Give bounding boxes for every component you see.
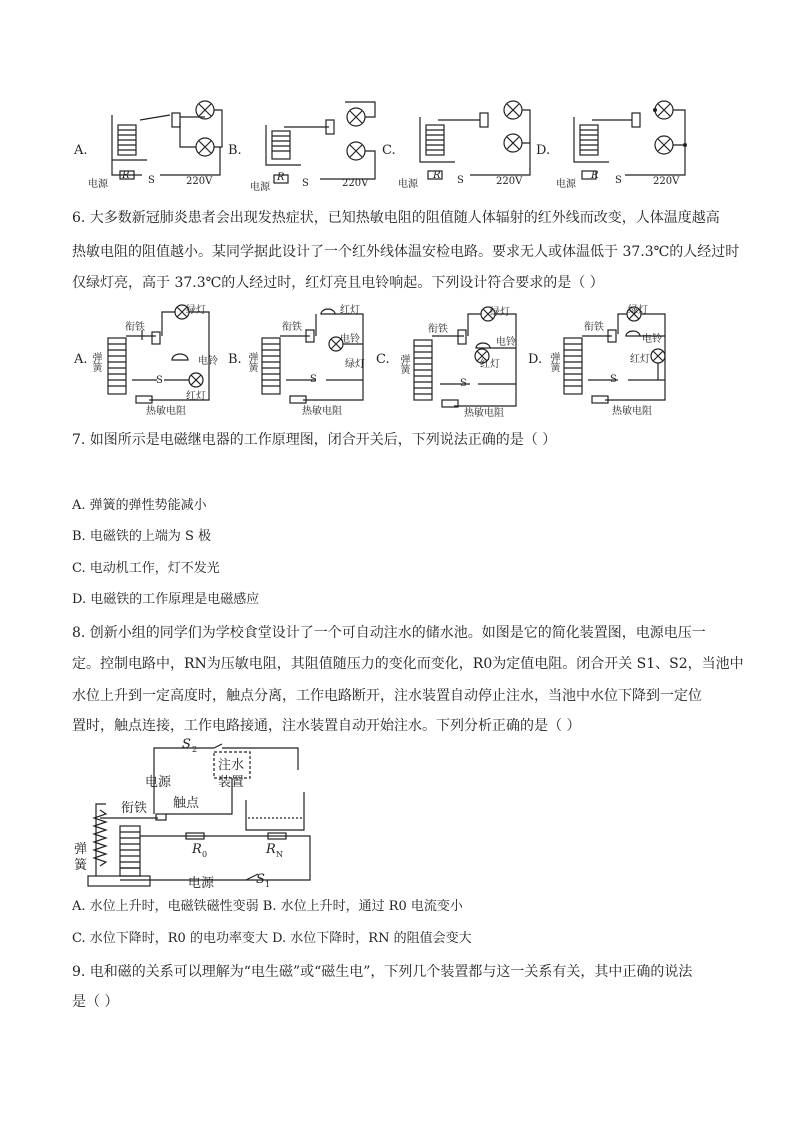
q5-b-power: 电源 — [250, 182, 270, 193]
q6-d-thermistor: 热敏电阻 — [612, 406, 652, 417]
q6-c-red: 红灯 — [480, 359, 500, 370]
q5-a-power: 电源 — [88, 179, 108, 190]
q8-text-line-4: 置时，触点连接，工作电路接通，注水装置自动开始注水。下列分析正确的是（ ） — [72, 718, 581, 734]
q7-question: 7. 如图所示是电磁继电器的工作原理图，闭合开关后，下列说法正确的是（ ） — [72, 432, 557, 448]
q5-b-s: S — [302, 178, 309, 189]
q8-rn: R — [266, 842, 276, 857]
q7-option-c: C. 电动机工作，灯不发光 — [72, 561, 220, 576]
q6-text-line-2: 热敏电阻的阻值越小。某同学据此设计了一个红外线体温安检电路。要求无人或体温低于 37.3℃的人经过时 — [72, 244, 740, 260]
q8-s1: S — [256, 872, 265, 887]
q5-option-d-label: D. — [536, 143, 551, 158]
q7-option-a: A. 弹簧的弹性势能减小 — [72, 498, 207, 513]
q6-a-spring: 弹簧 — [90, 352, 101, 372]
q6-b-green: 绿灯 — [345, 359, 365, 370]
q8-device-line2: 装置 — [218, 775, 245, 790]
q5-c-r: R — [433, 170, 441, 181]
q8-spring-line1: 弹 — [74, 842, 88, 857]
q8-diagram-drawing — [70, 738, 340, 890]
q6-diagram-c — [396, 300, 531, 410]
q5-b-voltage: 220V — [342, 178, 369, 189]
q5-d-power: 电源 — [556, 179, 576, 190]
q9-text-line-2: 是（ ） — [72, 994, 119, 1010]
q6-c-spring: 弹簧 — [398, 354, 409, 374]
q8-power-top: 电源 — [145, 775, 172, 790]
q6-text-line-1: 6. 大多数新冠肺炎患者会出现发热症状，已知热敏电阻的阻值随人体辐射的红外线而改变，人体温度越高 — [72, 210, 720, 226]
q6-b-red: 红灯 — [340, 305, 360, 316]
q6-d-armature: 衔铁 — [584, 322, 604, 333]
q6-diagram-d — [548, 300, 678, 405]
q8-options-line-1: A. 水位上升时，电磁铁磁性变弱 B. 水位上升时，通过 R0 电流变小 — [72, 899, 463, 914]
q5-option-c-label: C. — [382, 143, 396, 158]
q7-option-d: D. 电磁铁的工作原理是电磁感应 — [72, 592, 260, 607]
q8-s1-sub: 1 — [265, 880, 271, 889]
q6-c-armature: 衔铁 — [428, 324, 448, 335]
q6-d-green: 绿灯 — [628, 305, 648, 316]
q6-c-green: 绿灯 — [490, 307, 510, 318]
q8-power-bottom: 电源 — [188, 876, 215, 891]
q6-text-line-3: 仅绿灯亮，高于 37.3℃的人经过时，红灯亮且电铃响起。下列设计符合要求的是（ ） — [72, 275, 604, 291]
q8-rn-sub: N — [276, 850, 283, 859]
q8-options-line-2: C. 水位下降时，R0 的电功率变大 D. 水位下降时，RN 的阻值会变大 — [72, 931, 472, 946]
q6-d-switch: S — [610, 374, 617, 385]
q8-contact: 触点 — [173, 796, 200, 811]
q8-text-line-3: 水位上升到一定高度时，触点分离，工作电路断开，注水装置自动停止注水，当池中水位下降到一定位 — [72, 688, 702, 704]
q6-option-b-label: B. — [228, 352, 242, 367]
q6-a-switch: S — [156, 375, 163, 386]
q9-text-line-1: 9. 电和磁的关系可以理解为“电生磁”或“磁生电”，下列几个装置都与这一关系有关，其中正确的说法 — [72, 964, 693, 980]
q6-a-thermistor: 热敏电阻 — [146, 406, 186, 417]
q6-a-red: 红灯 — [186, 391, 206, 402]
q8-armature: 衔铁 — [121, 801, 148, 816]
q5-d-s: S — [615, 175, 622, 186]
q6-b-bell: 电铃 — [340, 334, 360, 345]
q8-r0-sub: 0 — [202, 850, 208, 859]
q6-c-switch: S — [460, 378, 467, 389]
q8-device-line1: 注水 — [218, 758, 245, 773]
q6-b-switch: S — [310, 374, 317, 385]
q6-option-d-label: D. — [528, 352, 543, 367]
q6-d-bell: 电铃 — [642, 334, 662, 345]
q6-b-armature: 衔铁 — [282, 322, 302, 333]
q6-a-green: 绿灯 — [186, 305, 206, 316]
q6-c-bell: 电铃 — [496, 337, 516, 348]
q5-option-a-label: A. — [74, 143, 88, 158]
q5-c-power: 电源 — [398, 179, 418, 190]
q5-b-r: R — [277, 172, 285, 183]
q7-option-b: B. 电磁铁的上端为 S 极 — [72, 529, 211, 544]
q8-s2: S — [182, 737, 191, 752]
q6-a-armature: 衔铁 — [125, 322, 145, 333]
q5-option-b-label: B. — [228, 143, 242, 158]
q6-b-thermistor: 热敏电阻 — [302, 406, 342, 417]
q6-option-a-label: A. — [74, 352, 88, 367]
q8-spring-line2: 簧 — [74, 858, 88, 873]
q6-a-bell: 电铃 — [198, 356, 218, 367]
q5-d-r: R — [591, 170, 599, 181]
q8-r0: R — [192, 842, 202, 857]
q5-diagram-b — [244, 95, 379, 190]
q5-c-s: S — [457, 175, 464, 186]
q8-text-line-1: 8. 创新小组的同学们为学校食堂设计了一个可自动注水的储水池。如图是它的简化装置图，电源电压一 — [72, 625, 706, 641]
q8-s2-sub: 2 — [192, 745, 198, 754]
q5-a-r: R — [122, 170, 130, 181]
q6-c-thermistor: 热敏电阻 — [464, 408, 504, 419]
q5-c-voltage: 220V — [496, 176, 523, 187]
q6-d-spring: 弹簧 — [548, 352, 559, 372]
q6-d-red: 红灯 — [630, 354, 650, 365]
q5-a-s: S — [148, 175, 155, 186]
q5-d-voltage: 220V — [653, 176, 680, 187]
q8-text-line-2: 定。控制电路中，RN为压敏电阻，其阻值随压力的变化而变化，R0为定值电阻。闭合开关 S1、S2，当池中 — [72, 656, 744, 672]
q6-b-spring: 弹簧 — [246, 352, 257, 372]
q6-option-c-label: C. — [376, 352, 390, 367]
q5-a-voltage: 220V — [186, 176, 213, 187]
